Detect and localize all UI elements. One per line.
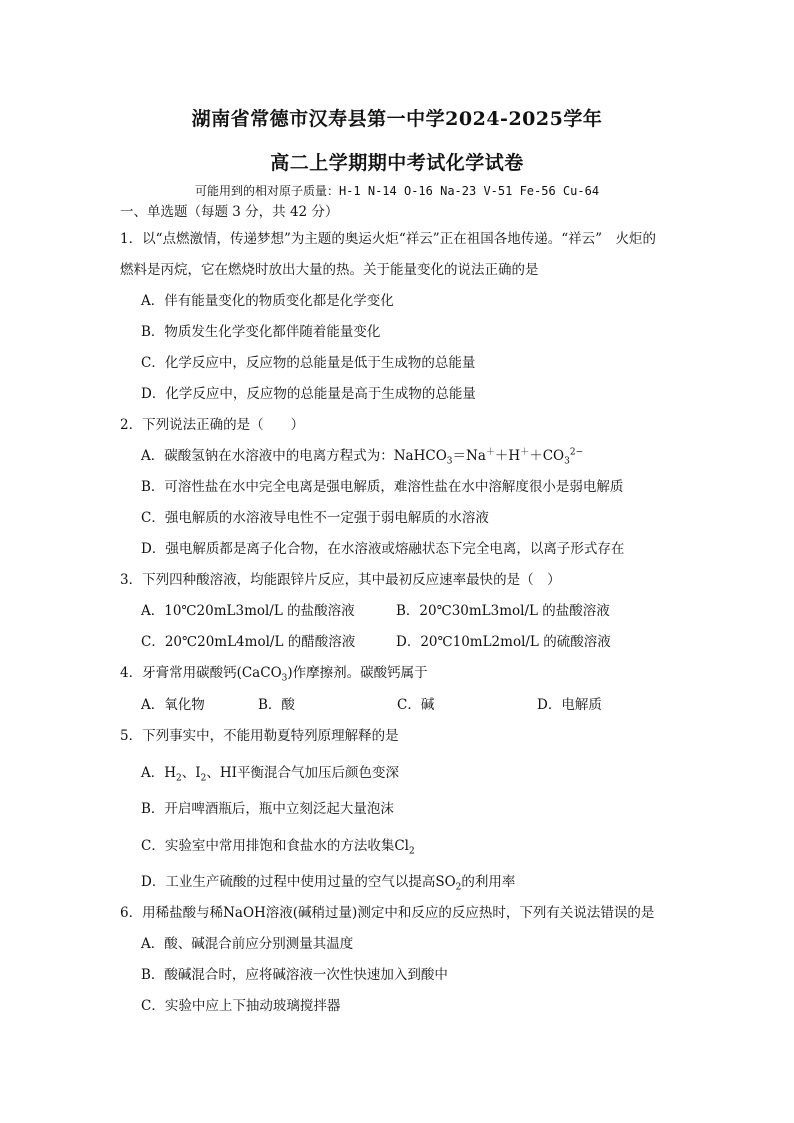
q5-a-sub1: 2 [176,773,182,784]
q2-a-sub1: 3 [446,456,453,467]
q2-a-sup1: ＋ [485,447,495,458]
q5-c-sub: 2 [408,846,415,857]
q5-option-b: B．开启啤酒瓶后，瓶中立刻泛起大量泡沫 [141,801,394,817]
q3-option-c: C．20℃20mL4mol/L 的醋酸溶液 [141,634,356,650]
q1-option-b: B．物质发生化学变化都伴随着能量变化 [141,324,381,340]
q5-stem: 5．下列事实中，不能用勒夏特列原理解释的是 [120,728,399,744]
q2-option-d: D．强电解质都是离子化合物，在水溶液或熔融状态下完全电离，以离子形式存在 [141,541,625,557]
q2-a-text4: ＋CO [529,448,565,464]
q5-option-a [141,764,399,782]
q2-a-sub2: 3 [564,456,570,467]
q4-option-b: B．酸 [258,697,295,713]
q2-a-sup2: ＋ [520,447,530,458]
q2-stem: 2．下列说法正确的是（ ） [120,417,305,433]
q5-option-d [141,873,515,891]
q5-d-text2: 的利用率 [461,874,516,890]
q5-d-sub: 2 [455,882,462,893]
q2-a-sup3: 2− [569,447,584,458]
q2-a-text3: ＋H [494,448,521,464]
q6-stem: 6．用稀盐酸与稀NaOH溶液(碱稍过量)测定中和反应的反应热时，下列有关说法错误的是 [120,905,655,921]
exam-title-line1: 湖南省常德市汉寿县第一中学2024-2025学年 [191,108,603,130]
q5-a-text2: 、I [181,765,201,781]
q4-option-c: C．碱 [397,697,435,713]
q5-a-sub2: 2 [200,773,207,784]
q5-option-c [141,837,415,855]
atomic-masses-note: 可能用到的相对原子质量：H-1 N-14 O-16 Na-23 V-51 Fe-56 Cu-64 [194,184,600,198]
q1-option-c: C．化学反应中，反应物的总能量是低于生成物的总能量 [141,355,476,371]
q3-stem: 3．下列四种酸溶液，均能跟锌片反应，其中最初反应速率最快的是（ ） [120,572,561,588]
q3-option-d: D．20℃10mL2mol/L 的硫酸溶液 [396,634,611,650]
q4-option-a: A．氧化物 [141,697,205,713]
q1-option-d: D．化学反应中，反应物的总能量是高于生成物的总能量 [141,386,476,402]
q4-stem-sub: 3 [281,673,288,684]
q2-a-text: A．碳酸氢钠在水溶液中的电离方程式为：NaHCO [141,448,447,464]
q2-a-text2: ＝Na [452,448,486,464]
q4-stem-text2: )作摩擦剂。碳酸钙属于 [287,665,428,681]
q3-option-b: B．20℃30mL3mol/L 的盐酸溶液 [396,603,610,619]
q2-option-c: C．强电解质的水溶液导电性不一定强于弱电解质的水溶液 [141,510,489,526]
q4-stem [120,664,428,682]
section-heading: 一、单选题（每题 3 分，共 42 分） [120,204,339,220]
q6-option-a: A．酸、碱混合前应分别测量其温度 [141,936,354,952]
q5-d-text: D．工业生产硫酸的过程中使用过量的空气以提高SO [141,874,456,890]
q1-stem-line1: 1．以“点燃激情，传递梦想”为主题的奥运火炬“祥云”正在祖国各地传递。“祥云” 火炬的 [120,231,656,247]
q6-option-b: B．酸碱混合时，应将碱溶液一次性快速加入到酸中 [141,967,448,983]
q5-a-text3: 、HI平衡混合气加压后颜色变深 [206,765,399,781]
q5-a-text: A．H [141,765,177,781]
q2-option-a [141,447,583,465]
q6-option-c: C．实验中应上下抽动玻璃搅拌器 [141,998,341,1014]
q2-option-b: B．可溶性盐在水中完全电离是强电解质，难溶性盐在水中溶解度很小是弱电解质 [141,479,624,495]
q1-stem-line2: 燃料是丙烷，它在燃烧时放出大量的热。关于能量变化的说法正确的是 [120,262,539,278]
q1-option-a: A．伴有能量变化的物质变化都是化学变化 [141,293,394,309]
q3-option-a: A．10℃20mL3mol/L 的盐酸溶液 [141,603,355,619]
q5-c-text: C．实验室中常用排饱和食盐水的方法收集Cl [141,838,409,854]
q4-stem-text: 4．牙膏常用碳酸钙(CaCO [120,665,282,681]
exam-title-line2: 高二上学期期中考试化学试卷 [270,152,524,174]
q4-option-d: D．电解质 [537,697,602,713]
